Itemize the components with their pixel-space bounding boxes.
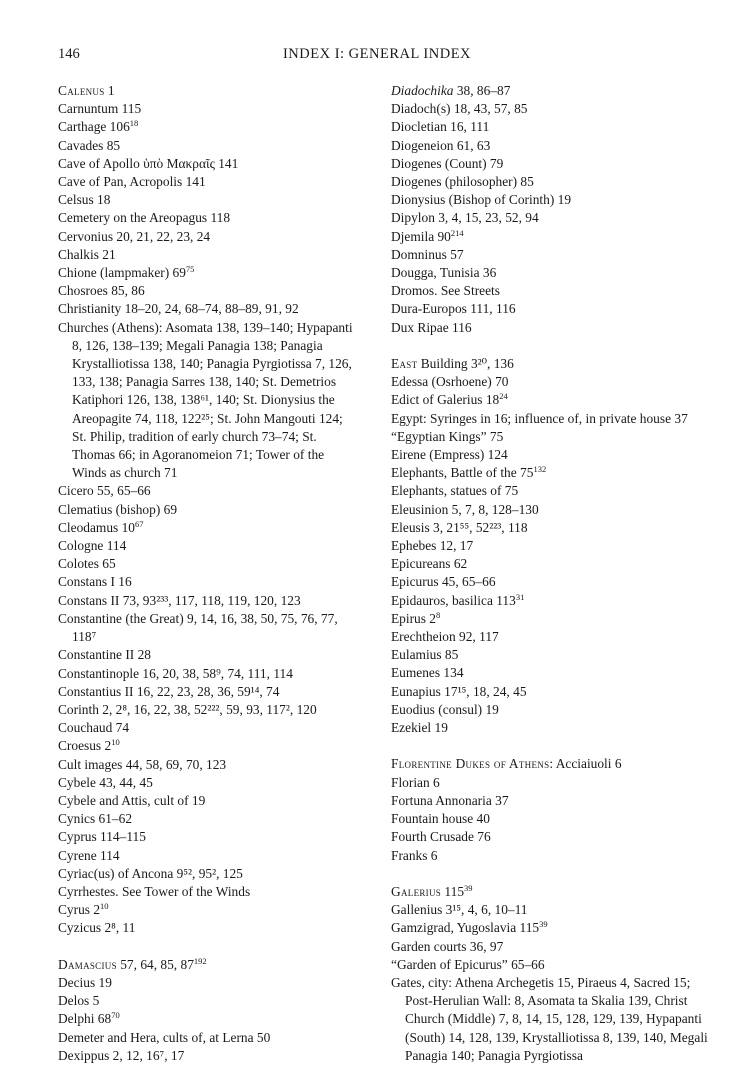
index-entry: Gates, city: Athena Archegetis 15, Piraeus 4, Sacred 15; Post-Herulian Wall: 8, Asomata ta Skalia 139, Christ Church (Middle) 7, 8, 14, 15, 128, 129, 139, Hypapanti (South) 14, 128, 139, Krystalliotissa 8, 139, 140, Megali Panagia 140; Panagia Pyrgiotissa [391, 974, 708, 1063]
index-entry: Chalkis 21 [58, 246, 116, 262]
index-entry: East Building 3²⁰, 136 [391, 356, 514, 372]
footnote-superscript: 8 [436, 609, 441, 620]
index-entry: Chione (lampmaker) $69^{75}$ [58, 264, 195, 281]
index-entry: Cybele and Attis, cult of 19 [58, 792, 206, 808]
index-entry: Elephants, statues of 75 [391, 483, 519, 499]
index-entry: Diogenes (Count) 79 [391, 155, 504, 171]
index-entry: Gallenius 3¹⁵, 4, 6, 10–11 [391, 902, 528, 918]
index-entry: Epicureans 62 [391, 556, 468, 572]
index-entry: Cult images 44, 58, 69, 70, 123 [58, 756, 227, 772]
page-header [58, 46, 696, 66]
page-number: 146 [58, 46, 80, 62]
index-entry: Elephants, Battle of the $75^{132}$ [391, 464, 547, 481]
footnote-superscript: 132 [533, 464, 547, 475]
index-entry: Cicero 55, 65–66 [58, 483, 151, 499]
index-entry: Constantine II 28 [58, 647, 151, 663]
index-entry: Edessa (Osrhoene) 70 [391, 374, 509, 390]
index-entry: “Garden of Epicurus” 65–66 [391, 956, 545, 972]
index-column-right [391, 82, 709, 1065]
index-entry: Fourth Crusade 76 [391, 829, 491, 845]
index-entry: Dromos. See Streets [391, 283, 500, 299]
index-entry: Egypt: Syringes in 16; influence of, in private house 37 [391, 410, 688, 426]
index-entry: Dougga, Tunisia 36 [391, 265, 497, 281]
index-entry: Diadochika 38, 86–87 [391, 83, 511, 98]
index-entry: Edict of Galerius $18^{24}$ [391, 391, 508, 408]
index-entry: Florentine Dukes of Athens: Acciaiuoli 6 [391, 756, 622, 772]
footnote-superscript: 70 [111, 1010, 120, 1021]
index-entry: Fountain house 40 [391, 811, 490, 827]
index-entry: Gamzigrad, Yugoslavia $115^{39}$ [391, 919, 548, 936]
index-entry: Churches (Athens): Asomata 138, 139–140; Hypapanti 8, 126, 138–139; Megali Panagia 138; Panagia Krystalliotissa 138, 140; Panagia Pyrgiotissa 7, 126, 133, 138; Panagia Sarres 138, 140; St. Demetrios Katiphori 126, 138, 138⁶¹, 140; St. Dionysius the Areopagite 74, 118, 122²⁵; St. John Mangouti 124; St. Philip, tradition of early church 73–74; St. Thomas 66; in Agoranomeion 71; Tower of the Winds as church 71 [58, 319, 353, 481]
index-entry: Clematius (bishop) 69 [58, 501, 178, 517]
index-entry: Cyrene 114 [58, 847, 120, 863]
index-entry: Cybele 43, 44, 45 [58, 774, 153, 790]
index-entry: Fortuna Annonaria 37 [391, 792, 509, 808]
index-entry: Ezekiel 19 [391, 720, 448, 736]
index-entry: Decius 19 [58, 974, 112, 990]
footnote-superscript: 192 [193, 955, 207, 966]
index-entry: Eumenes 134 [391, 665, 464, 681]
index-entry: Chosroes 85, 86 [58, 283, 145, 299]
index-entry: Dura-Europos 111, 116 [391, 301, 516, 317]
footnote-superscript: 39 [464, 882, 473, 893]
index-entry: Christianity 18–20, 24, 68–74, 88–89, 91, 92 [58, 301, 299, 317]
index-entry: Constantine (the Great) 9, 14, 16, 38, 50, 75, 76, 77, 118⁷ [58, 610, 338, 645]
index-entry: Cavades 85 [58, 137, 121, 153]
index-entry: Franks 6 [391, 847, 438, 863]
footnote-superscript: 10 [111, 737, 120, 748]
index-entry: Corinth 2, 2⁸, 16, 22, 38, 52²²², 59, 93, 117², 120 [58, 701, 317, 717]
index-entry: Cyzicus 2⁸, 11 [58, 920, 136, 936]
footnote-superscript: 39 [539, 919, 548, 930]
index-entry: Carthage $106^{18}$ [58, 118, 139, 135]
index-entry: Cynics 61–62 [58, 811, 133, 827]
index-entry: Diocletian 16, 111 [391, 119, 490, 135]
index-entry: Croesus $2^{10}$ [58, 737, 120, 754]
index-entry: Eunapius 17¹⁵, 18, 24, 45 [391, 683, 527, 699]
index-entry: Constantinople 16, 20, 38, 58⁹, 74, 111, 114 [58, 665, 293, 681]
index-entry: Epirus $2^8$ [391, 609, 441, 626]
index-entry: Florian 6 [391, 774, 440, 790]
index-entry: Carnuntum 115 [58, 101, 142, 117]
index-entry: Celsus 18 [58, 192, 111, 208]
section-gap [391, 337, 709, 355]
index-entry: Galerius $115^{39}$ [391, 882, 473, 899]
index-entry: Ephebes 12, 17 [391, 538, 474, 554]
running-title: INDEX I: GENERAL INDEX [282, 46, 472, 62]
index-entry: Erechtheion 92, 117 [391, 629, 499, 645]
index-entry: Couchaud 74 [58, 720, 130, 736]
index-entry: Calenus 1 [58, 83, 115, 98]
index-column-left [58, 82, 360, 1065]
footnote-superscript: 10 [100, 901, 109, 912]
index-entry: Constans I 16 [58, 574, 132, 590]
index-entry: Epicurus 45, 65–66 [391, 574, 496, 590]
index-entry: Eleusis 3, 21⁵⁵, 52²²³, 118 [391, 519, 528, 535]
section-gap [391, 865, 709, 883]
index-entry: Cervonius 20, 21, 22, 23, 24 [58, 228, 211, 244]
section-gap [58, 938, 360, 956]
index-entry: Epidauros, basilica $113^{31}$ [391, 591, 525, 608]
index-entry: Dexippus 2, 12, 16⁷, 17 [58, 1047, 185, 1063]
index-entry: Constans II 73, 93²³³, 117, 118, 119, 120, 123 [58, 592, 301, 608]
index-entry: Euodius (consul) 19 [391, 701, 499, 717]
index-entry: Cave of Pan, Acropolis 141 [58, 174, 206, 190]
index-entry: Cemetery on the Areopagus 118 [58, 210, 231, 226]
index-entry: Cologne 114 [58, 538, 127, 554]
index-entry: Garden courts 36, 97 [391, 938, 504, 954]
index-entry: Cave of Apollo ὑπὸ Μακραῖς 141 [58, 155, 239, 171]
index-entry: Diadoch(s) 18, 43, 57, 85 [391, 101, 528, 117]
index-entry: Diogenes (philosopher) 85 [391, 174, 534, 190]
index-entry: Eirene (Empress) 124 [391, 447, 508, 463]
index-entry: Dionysius (Bishop of Corinth) 19 [391, 192, 572, 208]
index-entry: Damascius 57, 64, 85, $87^{192}$ [58, 955, 207, 972]
index-entry: “Egyptian Kings” 75 [391, 428, 504, 444]
index-entry: Dux Ripae 116 [391, 319, 472, 335]
footnote-superscript: 24 [499, 391, 508, 402]
index-entry: Cyrrhestes. See Tower of the Winds [58, 883, 251, 899]
index-entry: Cyrus $2^{10}$ [58, 901, 109, 918]
footnote-superscript: 67 [135, 518, 144, 529]
index-entry: Cleodamus $10^{67}$ [58, 518, 144, 535]
index-entry: Diogeneion 61, 63 [391, 137, 491, 153]
index-entry: Djemila $90^{214}$ [391, 227, 464, 244]
index-entry: Colotes 65 [58, 556, 116, 572]
index-entry: Eulamius 85 [391, 647, 459, 663]
index-entry: Cyprus 114–115 [58, 829, 146, 845]
index-entry: Delos 5 [58, 993, 100, 1009]
index-entry: Constantius II 16, 22, 23, 28, 36, 59¹⁴, 74 [58, 683, 280, 699]
footnote-superscript: 75 [185, 264, 195, 275]
index-entry: Demeter and Hera, cults of, at Lerna 50 [58, 1029, 271, 1045]
footnote-superscript: 214 [450, 227, 464, 238]
index-entry: Eleusinion 5, 7, 8, 128–130 [391, 501, 539, 517]
index-entry: Cyriac(us) of Ancona 9⁵², 95², 125 [58, 865, 243, 881]
index-entry: Delphi $68^{70}$ [58, 1010, 120, 1027]
section-gap [391, 737, 709, 755]
index-entry: Dipylon 3, 4, 15, 23, 52, 94 [391, 210, 539, 226]
footnote-superscript: 31 [515, 591, 525, 602]
footnote-superscript: 18 [129, 118, 139, 129]
index-entry: Domninus 57 [391, 246, 464, 262]
